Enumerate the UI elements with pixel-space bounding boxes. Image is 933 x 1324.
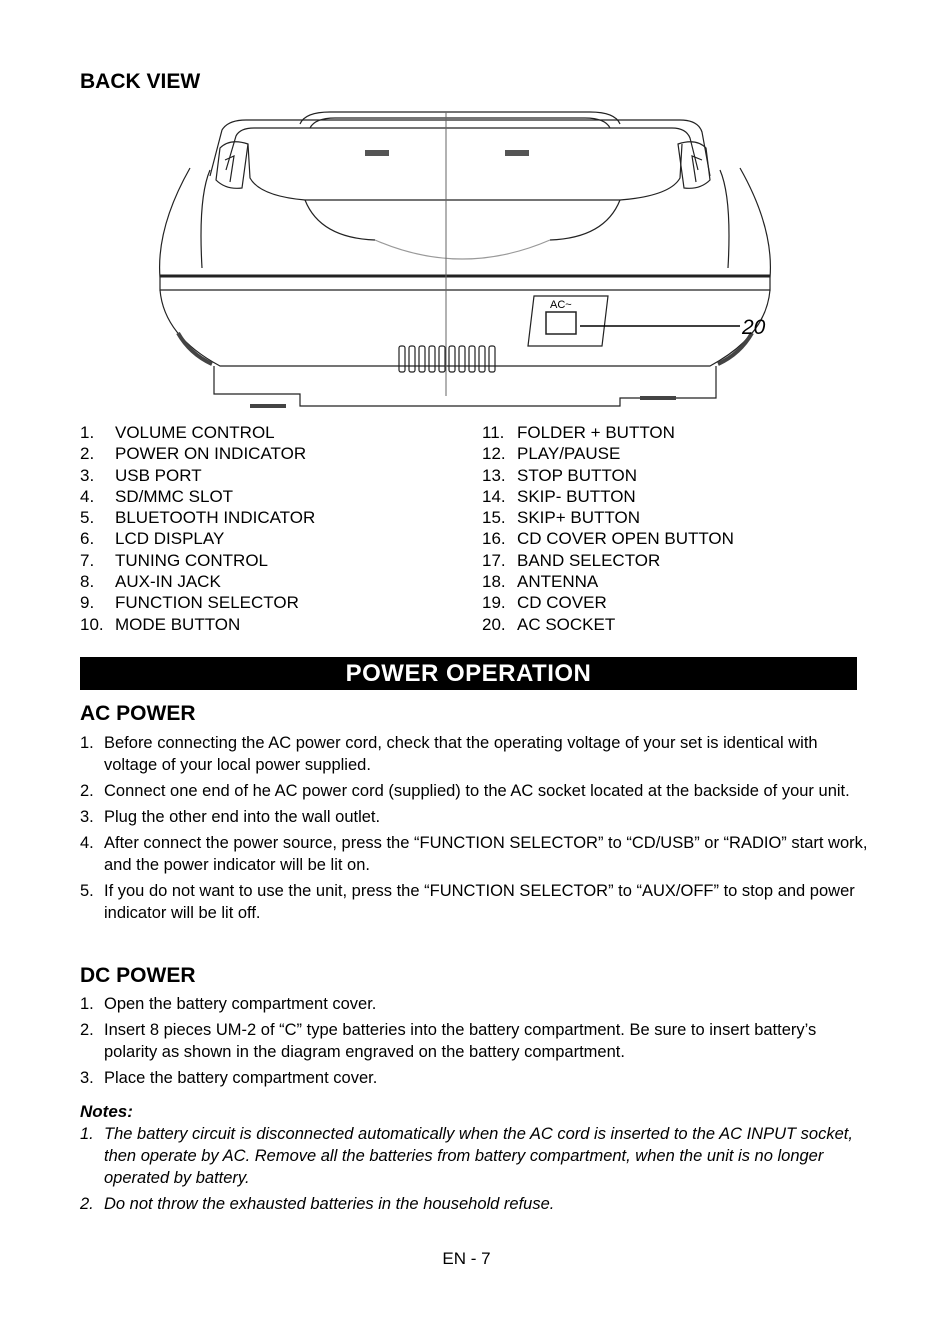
list-item xyxy=(80,1067,870,1089)
item-number: 2. xyxy=(80,444,95,464)
item-label: AUX-IN JACK xyxy=(115,572,221,592)
list-item xyxy=(80,422,315,443)
item-number: 5. xyxy=(80,508,95,528)
note-text: The battery circuit is disconnected automatically when the AC cord is inserted to the AC INPUT socket, then operate by AC. Remove all the batteries from battery compartment, when the unit is no longer operated by battery. xyxy=(104,1125,853,1187)
item-label: POWER ON INDICATOR xyxy=(115,444,307,464)
list-item xyxy=(80,592,315,613)
item-number: 20. xyxy=(482,614,506,634)
item-number: 6. xyxy=(80,529,95,549)
step-text: Plug the other end into the wall outlet. xyxy=(104,808,381,826)
step-text: If you do not want to use the unit, press the “FUNCTION SELECTOR” to “AUX/OFF” to stop and power indicator will be lit off. xyxy=(104,882,855,922)
item-label: USB PORT xyxy=(115,465,202,485)
list-item xyxy=(482,465,734,486)
item-label: MODE BUTTON xyxy=(115,614,241,634)
list-item xyxy=(80,571,315,592)
item-label: VOLUME CONTROL xyxy=(115,423,275,442)
item-number: 14. xyxy=(482,486,506,506)
item-label: TUNING CONTROL xyxy=(115,550,268,570)
step-number: 1. xyxy=(80,734,94,752)
page-number: EN - 7 xyxy=(442,1249,491,1268)
list-item xyxy=(80,832,870,876)
list-item xyxy=(482,571,734,592)
step-text: After connect the power source, press the “FUNCTION SELECTOR” to “CD/USB” or “RADIO” start work, and the power indicator will be lit on. xyxy=(104,834,868,874)
item-number: 16. xyxy=(482,529,506,549)
ac-power-steps xyxy=(80,732,870,928)
list-item xyxy=(80,993,870,1015)
list-item xyxy=(482,422,734,443)
step-number: 2. xyxy=(80,782,94,800)
notes-list xyxy=(80,1123,870,1219)
list-item xyxy=(482,614,734,635)
list-item xyxy=(80,1193,870,1215)
item-number: 19. xyxy=(482,593,506,613)
item-label: BAND SELECTOR xyxy=(517,550,661,570)
item-label: ANTENNA xyxy=(517,572,599,592)
page-title: BACK VIEW xyxy=(80,70,201,93)
item-label: STOP BUTTON xyxy=(517,465,637,485)
list-item xyxy=(482,592,734,613)
list-item xyxy=(80,465,315,486)
list-item xyxy=(80,1123,870,1189)
step-number: 3. xyxy=(80,1069,94,1087)
note-number: 1. xyxy=(80,1125,94,1143)
item-number: 8. xyxy=(80,572,95,592)
item-number: 18. xyxy=(482,572,506,592)
step-number: 4. xyxy=(80,834,94,852)
ac-power-heading: AC POWER xyxy=(80,702,196,725)
item-number: 1. xyxy=(80,423,95,442)
item-number: 3. xyxy=(80,465,95,485)
step-number: 5. xyxy=(80,882,94,900)
list-item xyxy=(80,780,870,802)
item-label: LCD DISPLAY xyxy=(115,529,225,549)
list-item xyxy=(80,486,315,507)
list-item xyxy=(80,732,870,776)
item-label: CD COVER xyxy=(517,593,607,613)
item-number: 15. xyxy=(482,508,506,528)
list-item xyxy=(80,806,870,828)
parts-list-left xyxy=(80,422,315,635)
ac-socket-label: AC~ xyxy=(550,299,572,311)
item-number: 12. xyxy=(482,444,506,464)
note-text: Do not throw the exhausted batteries in the household refuse. xyxy=(104,1195,555,1213)
item-label: CD COVER OPEN BUTTON xyxy=(517,529,734,549)
item-number: 7. xyxy=(80,550,95,570)
notes-heading: Notes: xyxy=(80,1102,133,1121)
item-number: 10. xyxy=(80,614,104,634)
list-item xyxy=(80,507,315,528)
step-text: Open the battery compartment cover. xyxy=(104,995,377,1013)
step-number: 2. xyxy=(80,1021,94,1039)
list-item xyxy=(482,443,734,464)
step-text: Insert 8 pieces UM-2 of “C” type batteries into the battery compartment. Be sure to insert battery’s polarity as shown in the diagram engraved on the battery compartment. xyxy=(104,1021,817,1061)
item-number: 9. xyxy=(80,593,95,613)
list-item xyxy=(80,443,315,464)
item-label: BLUETOOTH INDICATOR xyxy=(115,508,316,528)
list-item xyxy=(80,614,315,635)
parts-list-right xyxy=(482,422,734,635)
item-number: 17. xyxy=(482,550,506,570)
list-item xyxy=(80,550,315,571)
dc-power-heading: DC POWER xyxy=(80,964,196,987)
callout-20: 20 xyxy=(742,316,766,339)
list-item xyxy=(482,486,734,507)
item-label: AC SOCKET xyxy=(517,614,616,634)
item-label: SKIP- BUTTON xyxy=(517,486,636,506)
list-item xyxy=(80,880,870,924)
back-view-diagram xyxy=(150,108,780,413)
step-text: Connect one end of he AC power cord (supplied) to the AC socket located at the backside of your unit. xyxy=(104,782,850,800)
step-text: Place the battery compartment cover. xyxy=(104,1069,378,1087)
item-label: SD/MMC SLOT xyxy=(115,486,234,506)
item-number: 11. xyxy=(482,423,505,442)
dc-power-steps xyxy=(80,993,870,1093)
list-item xyxy=(80,528,315,549)
item-label: FUNCTION SELECTOR xyxy=(115,593,299,613)
note-number: 2. xyxy=(80,1195,94,1213)
list-item xyxy=(482,550,734,571)
item-label: FOLDER + BUTTON xyxy=(517,423,675,442)
step-number: 1. xyxy=(80,995,94,1013)
item-label: PLAY/PAUSE xyxy=(517,444,621,464)
item-number: 13. xyxy=(482,465,506,485)
item-number: 4. xyxy=(80,486,95,506)
step-text: Before connecting the AC power cord, check that the operating voltage of your set is identical with voltage of your local power supplied. xyxy=(104,734,818,774)
step-number: 3. xyxy=(80,808,94,826)
list-item xyxy=(482,507,734,528)
list-item xyxy=(482,528,734,549)
item-label: SKIP+ BUTTON xyxy=(517,508,640,528)
section-banner: POWER OPERATION xyxy=(80,657,857,690)
list-item xyxy=(80,1019,870,1063)
